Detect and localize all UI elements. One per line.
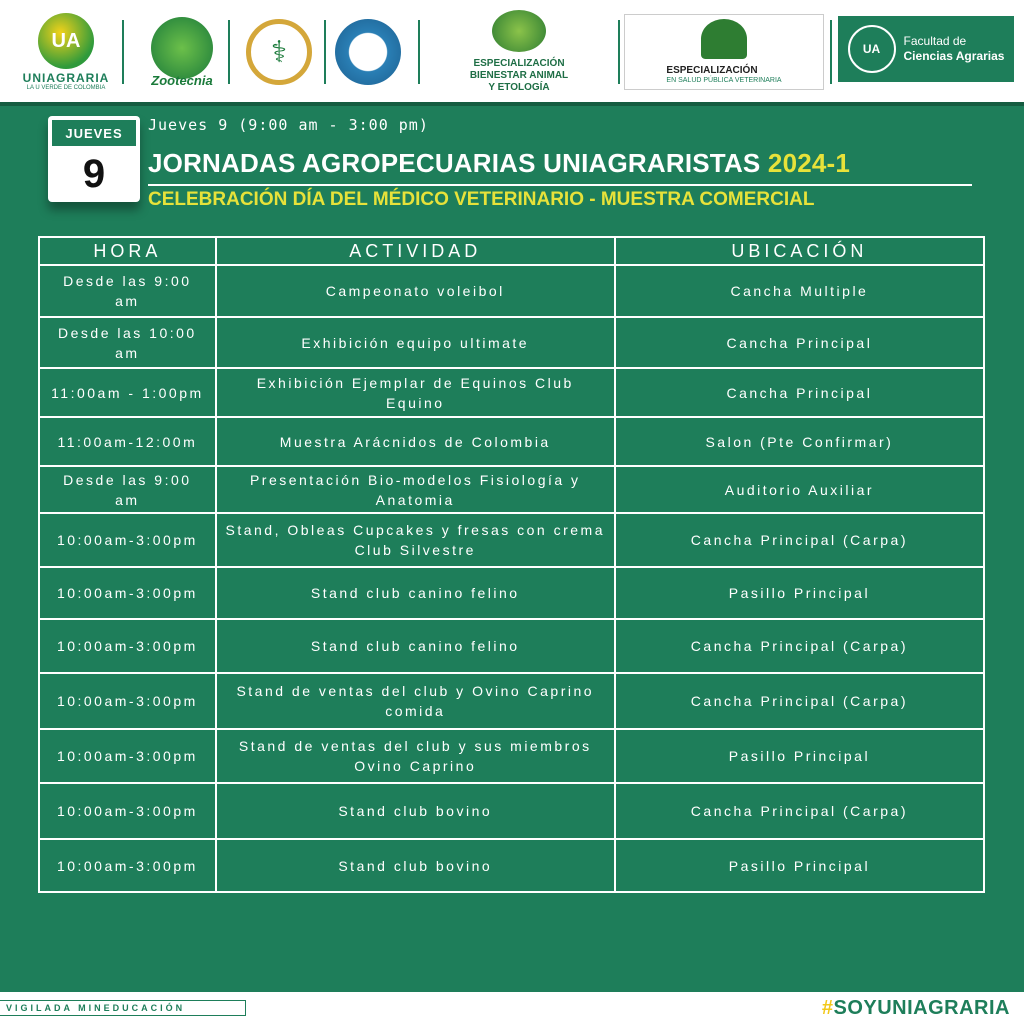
cell-actividad: Campeonato voleibol — [216, 265, 615, 317]
table-row — [39, 513, 984, 567]
logo-divider — [122, 20, 124, 84]
event-title-text: JORNADAS AGROPECUARIAS UNIAGRARISTAS — [148, 148, 761, 178]
cell-ubicacion: Cancha Principal — [615, 317, 984, 368]
cell-actividad: Exhibición equipo ultimate — [216, 317, 615, 368]
event-year: 2024-1 — [767, 148, 851, 178]
cell-hora: 10:00am-3:00pm — [39, 839, 216, 892]
cell-hora: Desde las 9:00 am — [39, 466, 216, 513]
especializacion-bienestar-text: ESPECIALIZACIÓN BIENESTAR ANIMAL Y ETOLOGÍA — [469, 58, 569, 93]
cell-actividad: Stand club bovino — [216, 839, 615, 892]
cell-ubicacion: Pasillo Principal — [615, 567, 984, 619]
calendar-weekday: JUEVES — [52, 120, 136, 146]
table-row — [39, 839, 984, 892]
cell-hora: 10:00am-3:00pm — [39, 729, 216, 783]
zootecnia-name: Zootecnia — [151, 72, 213, 88]
horse-emblem-icon — [335, 19, 401, 85]
ua-name: UNIAGRARIA — [22, 71, 110, 85]
header-actividad: ACTIVIDAD — [216, 237, 615, 265]
cell-actividad: Stand de ventas del club y Ovino Caprino comida — [216, 673, 615, 729]
cell-hora: 10:00am-3:00pm — [39, 619, 216, 673]
uniagraria-logo — [18, 10, 114, 94]
cell-hora: 10:00am-3:00pm — [39, 567, 216, 619]
especializacion-salud-logo — [624, 14, 824, 90]
calendar-date-badge — [48, 116, 140, 202]
table-row — [39, 417, 984, 466]
logo-divider — [228, 20, 230, 84]
table-row — [39, 466, 984, 513]
table-row — [39, 619, 984, 673]
table-row — [39, 265, 984, 317]
hashtag-text: SOYUNIAGRARIA — [833, 997, 1010, 1019]
hashtag-symbol: # — [821, 997, 834, 1019]
table-row — [39, 567, 984, 619]
event-subtitle: CELEBRACIÓN DÍA DEL MÉDICO VETERINARIO - MUESTRA COMERCIAL — [148, 189, 815, 210]
cell-hora: 10:00am-3:00pm — [39, 513, 216, 567]
facultad-logo — [838, 16, 1014, 82]
veterinary-seal-logo — [242, 10, 316, 94]
cell-hora: Desde las 10:00 am — [39, 317, 216, 368]
table-row — [39, 317, 984, 368]
cell-ubicacion: Cancha Principal (Carpa) — [615, 783, 984, 839]
vigilada-label: VIGILADA MINEDUCACIÓN — [0, 1000, 246, 1016]
cell-actividad: Stand club canino felino — [216, 567, 615, 619]
tree-icon — [701, 19, 747, 59]
header-hora: HORA — [39, 237, 216, 265]
cell-ubicacion: Cancha Principal — [615, 368, 984, 417]
cell-actividad: Exhibición Ejemplar de Equinos Club Equino — [216, 368, 615, 417]
table-row — [39, 729, 984, 783]
cell-hora: 11:00am-12:00m — [39, 417, 216, 466]
event-time-line: Jueves 9 (9:00 am - 3:00 pm) — [148, 116, 429, 134]
especializacion-bienestar-logo — [428, 10, 610, 94]
caduceus-icon: ⚕ — [246, 19, 312, 85]
header-ubicacion: UBICACIÓN — [615, 237, 984, 265]
cell-actividad: Presentación Bio-modelos Fisiología y Anatomia — [216, 466, 615, 513]
table-row — [39, 783, 984, 839]
event-title — [148, 148, 850, 179]
facultad-text: Facultad de Ciencias Agrarias — [903, 34, 1005, 63]
ua-tagline: LA U VERDE DE COLOMBIA — [26, 85, 106, 91]
table-row — [39, 673, 984, 729]
cell-ubicacion: Pasillo Principal — [615, 729, 984, 783]
calendar-day: 9 — [82, 152, 106, 196]
cell-actividad: Stand, Obleas Cupcakes y fresas con crema Club Silvestre — [216, 513, 615, 567]
schedule-table — [38, 236, 985, 893]
cell-actividad: Stand club bovino — [216, 783, 615, 839]
zootecnia-logo — [144, 10, 220, 94]
cell-ubicacion: Pasillo Principal — [615, 839, 984, 892]
cell-ubicacion: Auditorio Auxiliar — [615, 466, 984, 513]
logo-divider — [618, 20, 620, 84]
cell-hora: 10:00am-3:00pm — [39, 673, 216, 729]
cell-ubicacion: Cancha Principal (Carpa) — [615, 673, 984, 729]
cell-hora: 11:00am - 1:00pm — [39, 368, 216, 417]
animal-welfare-icon — [492, 10, 546, 52]
table-row — [39, 368, 984, 417]
hashtag-label — [822, 997, 1010, 1020]
cell-ubicacion: Cancha Multiple — [615, 265, 984, 317]
zootecnia-emblem — [151, 17, 213, 79]
cell-hora: 10:00am-3:00pm — [39, 783, 216, 839]
cell-actividad: Stand de ventas del club y sus miembros Ovino Caprino — [216, 729, 615, 783]
especializacion-salud-text: ESPECIALIZACIÓN EN SALUD PÚBLICA VETERINARIA — [666, 64, 782, 84]
ua-emblem: UA — [38, 13, 94, 69]
logo-divider — [830, 20, 832, 84]
horse-club-logo — [330, 10, 406, 94]
cell-hora: Desde las 9:00 am — [39, 265, 216, 317]
cell-ubicacion: Cancha Principal (Carpa) — [615, 513, 984, 567]
logo-bar — [0, 0, 1024, 106]
logo-divider — [418, 20, 420, 84]
table-header-row — [39, 237, 984, 265]
cell-actividad: Muestra Arácnidos de Colombia — [216, 417, 615, 466]
cell-ubicacion: Cancha Principal (Carpa) — [615, 619, 984, 673]
title-rule — [148, 184, 972, 186]
cell-ubicacion: Salon (Pte Confirmar) — [615, 417, 984, 466]
cell-actividad: Stand club canino felino — [216, 619, 615, 673]
facultad-emblem: UA — [848, 25, 896, 73]
logo-divider — [324, 20, 326, 84]
